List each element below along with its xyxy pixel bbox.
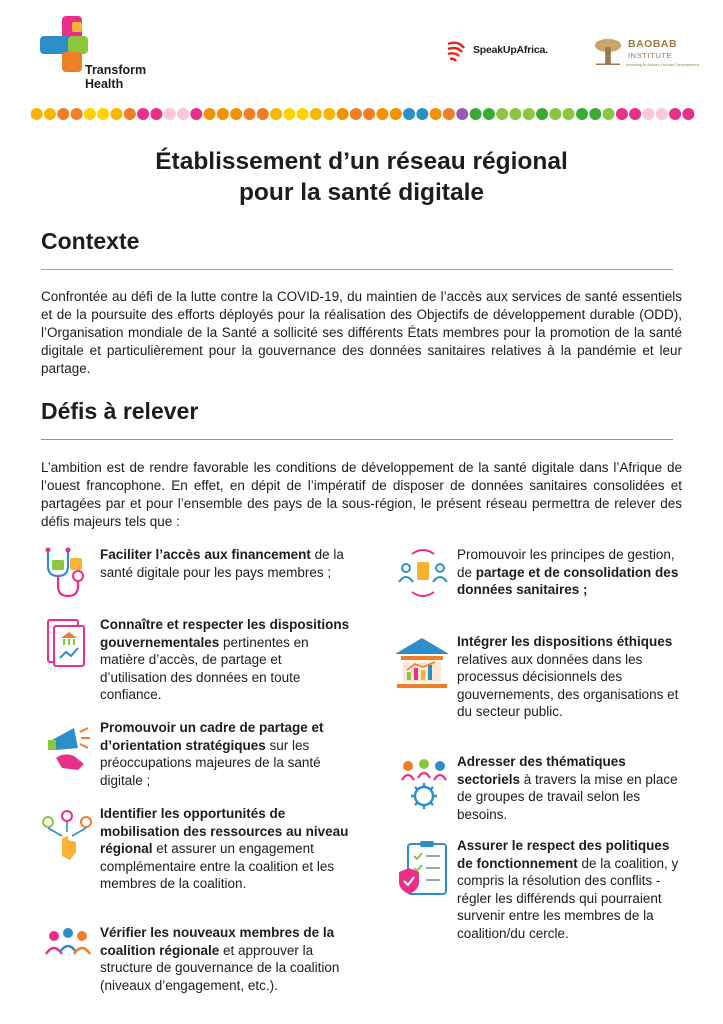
- decorative-dot: [483, 108, 495, 120]
- decorative-dot: [297, 108, 309, 120]
- decorative-dot: [496, 108, 508, 120]
- decorative-dot: [430, 108, 442, 120]
- stethoscope-money-icon: [40, 546, 88, 600]
- resources-mobilization-icon: [40, 808, 94, 864]
- challenge-item-8: Adresser des thématiques sectoriels à travers la mise en place de groupes de travail selon les besoins.: [457, 754, 678, 822]
- challenge-item-1: Faciliter l’accès aux financement de la santé digitale pour les pays membres ;: [100, 547, 344, 580]
- challenge-item-2: Connaître et respecter les dispositions gouvernementales pertinentes en matière d’accès, de partage et d’utilisation des données en toute confiance.: [100, 617, 350, 702]
- decorative-dot: [616, 108, 628, 120]
- government-document-icon: [44, 616, 88, 668]
- challenges-intro: L’ambition est de rendre favorable les conditions de développement de la santé digitale dans l’Afrique de l’ouest francophone. En effet, en dépit de l’impératif de disposer de données sanitaires consolidées et partagées par et pour l’ensemble des pays de la sous-région, le présent réseau permettra de relever des défis majeurs tels que :: [41, 460, 682, 529]
- decorative-dot: [337, 108, 349, 120]
- decorative-dot: [111, 108, 123, 120]
- challenge-item-5: Vérifier les nouveaux membres de la coalition régionale et approuver la structure de gouvernance de la coalition (niveaux d’engagement, etc.).: [100, 925, 340, 993]
- megaphone-hand-icon: [44, 718, 94, 774]
- decorative-dot: [416, 108, 428, 120]
- decorative-dot: [350, 108, 362, 120]
- decorative-dot: [682, 108, 694, 120]
- decorative-dot: [603, 108, 615, 120]
- institution-chart-icon: [393, 634, 451, 692]
- baobab-tree-icon: [592, 36, 624, 68]
- decorative-dot: [204, 108, 216, 120]
- decorative-dot: [257, 108, 269, 120]
- brand-name: Transform Health: [85, 63, 147, 91]
- decorative-dot: [164, 108, 176, 120]
- decorative-dot: [390, 108, 402, 120]
- decorative-dot: [523, 108, 535, 120]
- challenges-heading: Défis à relever: [41, 398, 199, 424]
- working-groups-gear-icon: [398, 756, 450, 810]
- context-body: Confrontée au défi de la lutte contre la COVID-19, du maintien de l’accès aux services de santé essentiels et de la poursuite des efforts déployés pour la réalisation des Objectifs de développement durable (ODD), l’Organisation mondiale de la Santé a sollicité ses différents États membres pour la promotion de la santé digitale et particulièrement pour la gouvernance des données sanitaires relatives à la pandémie et leur partage.: [41, 289, 682, 376]
- decorative-dot: [190, 108, 202, 120]
- decorative-dot: [150, 108, 162, 120]
- decorative-dot: [71, 108, 83, 120]
- decorative-dot: [44, 108, 56, 120]
- decorative-dot: [549, 108, 561, 120]
- decorative-dot: [57, 108, 69, 120]
- speakupafrica-logo-icon: [444, 38, 472, 66]
- decorative-dot: [217, 108, 229, 120]
- decorative-dot: [97, 108, 109, 120]
- page-header: [0, 0, 723, 100]
- decorative-dot-bar: [30, 107, 695, 121]
- decorative-dot: [536, 108, 548, 120]
- decorative-dot: [310, 108, 322, 120]
- decorative-dot: [629, 108, 641, 120]
- decorative-dot: [643, 108, 655, 120]
- decorative-dot: [589, 108, 601, 120]
- decorative-dot: [376, 108, 388, 120]
- challenge-item-9: Assurer le respect des politiques de fonctionnement de la coalition, y compris la résolution des conflits - régler les différends qui pourraient survenir entre les membres de la coalition/du cercle.: [457, 838, 679, 941]
- decorative-dot: [403, 108, 415, 120]
- challenge-item-7: Intégrer les dispositions éthiques relatives aux données dans les processus décisionnels des gouvernements, des organisations et du secteur public.: [457, 634, 679, 719]
- people-group-icon: [44, 926, 92, 960]
- page-title: Établissement d’un réseau régional pour la santé digitale: [155, 148, 568, 206]
- decorative-dot: [270, 108, 282, 120]
- decorative-dot: [137, 108, 149, 120]
- decorative-dot: [283, 108, 295, 120]
- decorative-dot: [323, 108, 335, 120]
- challenges-divider: [41, 439, 673, 440]
- partner-speakupafrica: SpeakUpAfrica.: [473, 44, 548, 56]
- decorative-dot: [84, 108, 96, 120]
- policy-checklist-icon: [396, 840, 450, 898]
- decorative-dot: [509, 108, 521, 120]
- partner-baobab-tagline: Investing in Africa's Human Development: [626, 62, 699, 67]
- decorative-dot: [177, 108, 189, 120]
- partner-baobab: BAOBAB: [628, 38, 678, 50]
- decorative-dot: [124, 108, 136, 120]
- challenge-item-4: Identifier les opportunités de mobilisation des ressources au niveau régional et assurer un engagement complémentaire entre la coalition et les membres de la coalition.: [100, 806, 349, 891]
- data-sharing-icon: [398, 548, 448, 602]
- decorative-dot: [456, 108, 468, 120]
- decorative-dot: [31, 108, 43, 120]
- decorative-dot: [563, 108, 575, 120]
- partner-baobab-subtitle: INSTITUTE: [628, 51, 673, 60]
- challenge-item-3: Promouvoir un cadre de partage et d’orientation stratégiques sur les préoccupations majeures de la santé digitale ;: [100, 720, 324, 788]
- decorative-dot: [230, 108, 242, 120]
- decorative-dot: [669, 108, 681, 120]
- decorative-dot: [363, 108, 375, 120]
- decorative-dot: [443, 108, 455, 120]
- decorative-dot: [656, 108, 668, 120]
- decorative-dot: [244, 108, 256, 120]
- decorative-dot: [576, 108, 588, 120]
- challenge-item-6: Promouvoir les principes de gestion, de partage et de consolidation des données sanitaires ;: [457, 547, 679, 597]
- context-heading: Contexte: [41, 228, 140, 254]
- context-divider: [41, 269, 673, 270]
- decorative-dot: [470, 108, 482, 120]
